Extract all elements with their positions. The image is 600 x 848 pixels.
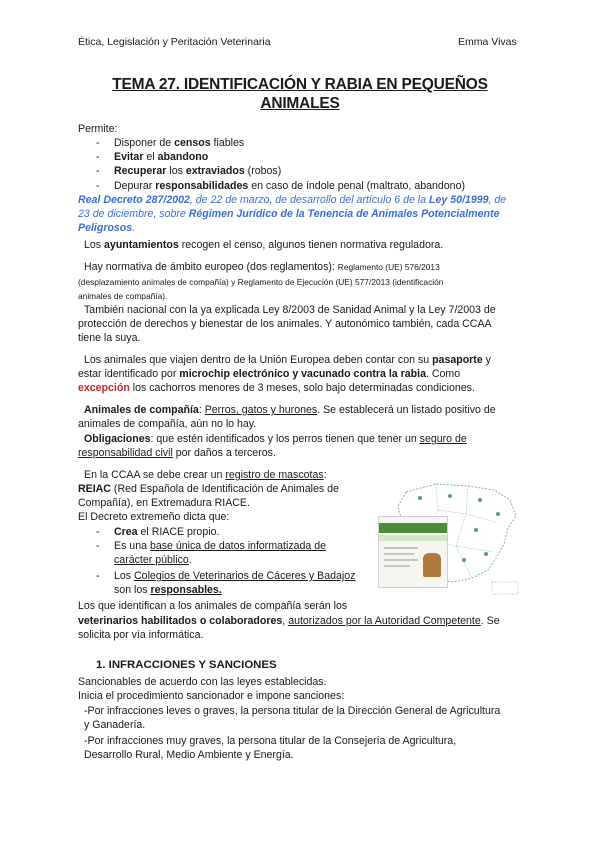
header-author: Emma Vivas <box>458 36 517 48</box>
ccaa-line-7: solicita por vía informática. <box>78 629 204 641</box>
permite-item-4: - Depurar responsabilidades en caso de índole penal (maltrato, abandono) <box>96 180 465 192</box>
decree-line-1: Real Decreto 287/2002, de 22 de marzo, de desarrollo del artículo 6 de la Ley 50/1999, de <box>78 194 507 206</box>
ue-line-2: estar identificado por microchip electrónico y vacunado contra la rabia. Como <box>78 368 461 380</box>
companion-line-3: Obligaciones: que estén identificados y los perros tienen que tener un seguro de <box>84 433 467 445</box>
header-course: Ética, Legislación y Peritación Veterinaria <box>78 36 271 48</box>
title-line-1: TEMA 27. IDENTIFICACIÓN Y RABIA EN PEQUEÑOS <box>112 76 488 93</box>
thumbnail-text-line <box>384 553 414 555</box>
ccaa-line-1: En la CCAA se debe crear un registro de mascotas: <box>84 469 327 481</box>
permite-item-2: - Evitar el abandono <box>96 151 209 163</box>
section1-line-5: -Por infracciones muy graves, la persona titular de la Consejería de Agricultura, <box>84 735 457 747</box>
thumbnail-nav-band <box>379 535 447 541</box>
ccaa-item-3-cont: son los responsables. <box>114 584 222 596</box>
section-1-heading: 1. INFRACCIONES Y SANCIONES <box>96 659 277 671</box>
nacional-line-3: tiene la suya. <box>78 332 141 344</box>
companion-line-1: Animales de compañía: Perros, gatos y hurones. Se establecerá un listado positivo de <box>84 404 496 416</box>
section1-line-1: Sancionables de acuerdo con las leyes establecidas. <box>78 676 327 688</box>
thumbnail-text-line <box>384 559 418 561</box>
ue-line-1: Los animales que viajen dentro de la Unión Europea deben contar con su pasaporte y <box>84 354 491 366</box>
nacional-line-1: También nacional con la ya explicada Ley 8/2003 de Sanidad Animal y la Ley 7/2003 de <box>84 304 496 316</box>
ccaa-item-2: - Es una base única de datos informatizada de <box>96 540 327 552</box>
ccaa-line-4: El Decreto extremeño dicta que: <box>78 511 230 523</box>
europeo-line-2: (desplazamiento animales de compañía) y Reglamento de Ejecución (UE) 577/2013 (identificación <box>78 277 444 287</box>
permite-intro: Permite: <box>78 123 118 135</box>
riace-website-thumbnail <box>378 516 448 588</box>
ccaa-item-1: - Crea el RIACE propio. <box>96 526 220 538</box>
nacional-line-2: protección de derechos y bienestar de los animales. Y autonómico también, cada CCAA <box>78 318 492 330</box>
ccaa-item-3: - Los Colegios de Veterinarios de Cáceres y Badajoz <box>96 570 356 582</box>
section1-line-2: Inicia el procedimiento sancionador e impone sanciones: <box>78 690 345 702</box>
companion-line-4: responsabilidad civil por daños a terceros. <box>78 447 276 459</box>
section1-line-3: -Por infracciones leves o graves, la persona titular de la Dirección General de Agricultura <box>84 705 501 717</box>
section1-line-6: Desarrollo Rural, Medio Ambiente y Energía. <box>84 749 294 761</box>
section1-line-4: y Ganadería. <box>84 719 146 731</box>
thumbnail-text-line <box>384 565 410 567</box>
thumbnail-text-line <box>384 547 418 549</box>
dog-photo <box>423 553 441 577</box>
ccaa-item-2-cont: carácter público. <box>114 554 192 566</box>
page-title <box>78 75 522 113</box>
decree-line-2: 23 de diciembre, sobre Régimen Jurídico de la Tenencia de Animales Potencialmente <box>78 208 500 220</box>
ayuntamientos-paragraph: Los ayuntamientos recogen el censo, algunos tienen normativa reguladora. <box>84 239 444 251</box>
ue-line-3: excepción los cachorros menores de 3 meses, solo bajo determinadas condiciones. <box>78 382 475 394</box>
europeo-line-1: Hay normativa de ámbito europeo (dos reglamentos): Reglamento (UE) 576/2013 <box>84 261 440 273</box>
permite-item-1: - Disponer de censos fiables <box>96 137 245 149</box>
europeo-line-3: animales de compañía). <box>78 291 168 301</box>
title-line-2: ANIMALES <box>260 95 340 112</box>
companion-line-2: animales de compañía, aún no lo hay. <box>78 418 257 430</box>
decree-line-3: Peligrosos. <box>78 222 136 234</box>
thumbnail-header-band <box>379 523 447 533</box>
ccaa-line-5: Los que identifican a los animales de compañía serán los <box>78 600 348 612</box>
ccaa-line-2: REIAC (Red Española de Identificación de Animales de <box>78 483 339 495</box>
permite-item-3: - Recuperar los extraviados (robos) <box>96 165 282 177</box>
ccaa-line-6: veterinarios habilitados o colaboradores, autorizados por la Autoridad Competente. Se <box>78 615 500 627</box>
ccaa-line-3: Compañía), en Extremadura RIACE. <box>78 497 250 509</box>
